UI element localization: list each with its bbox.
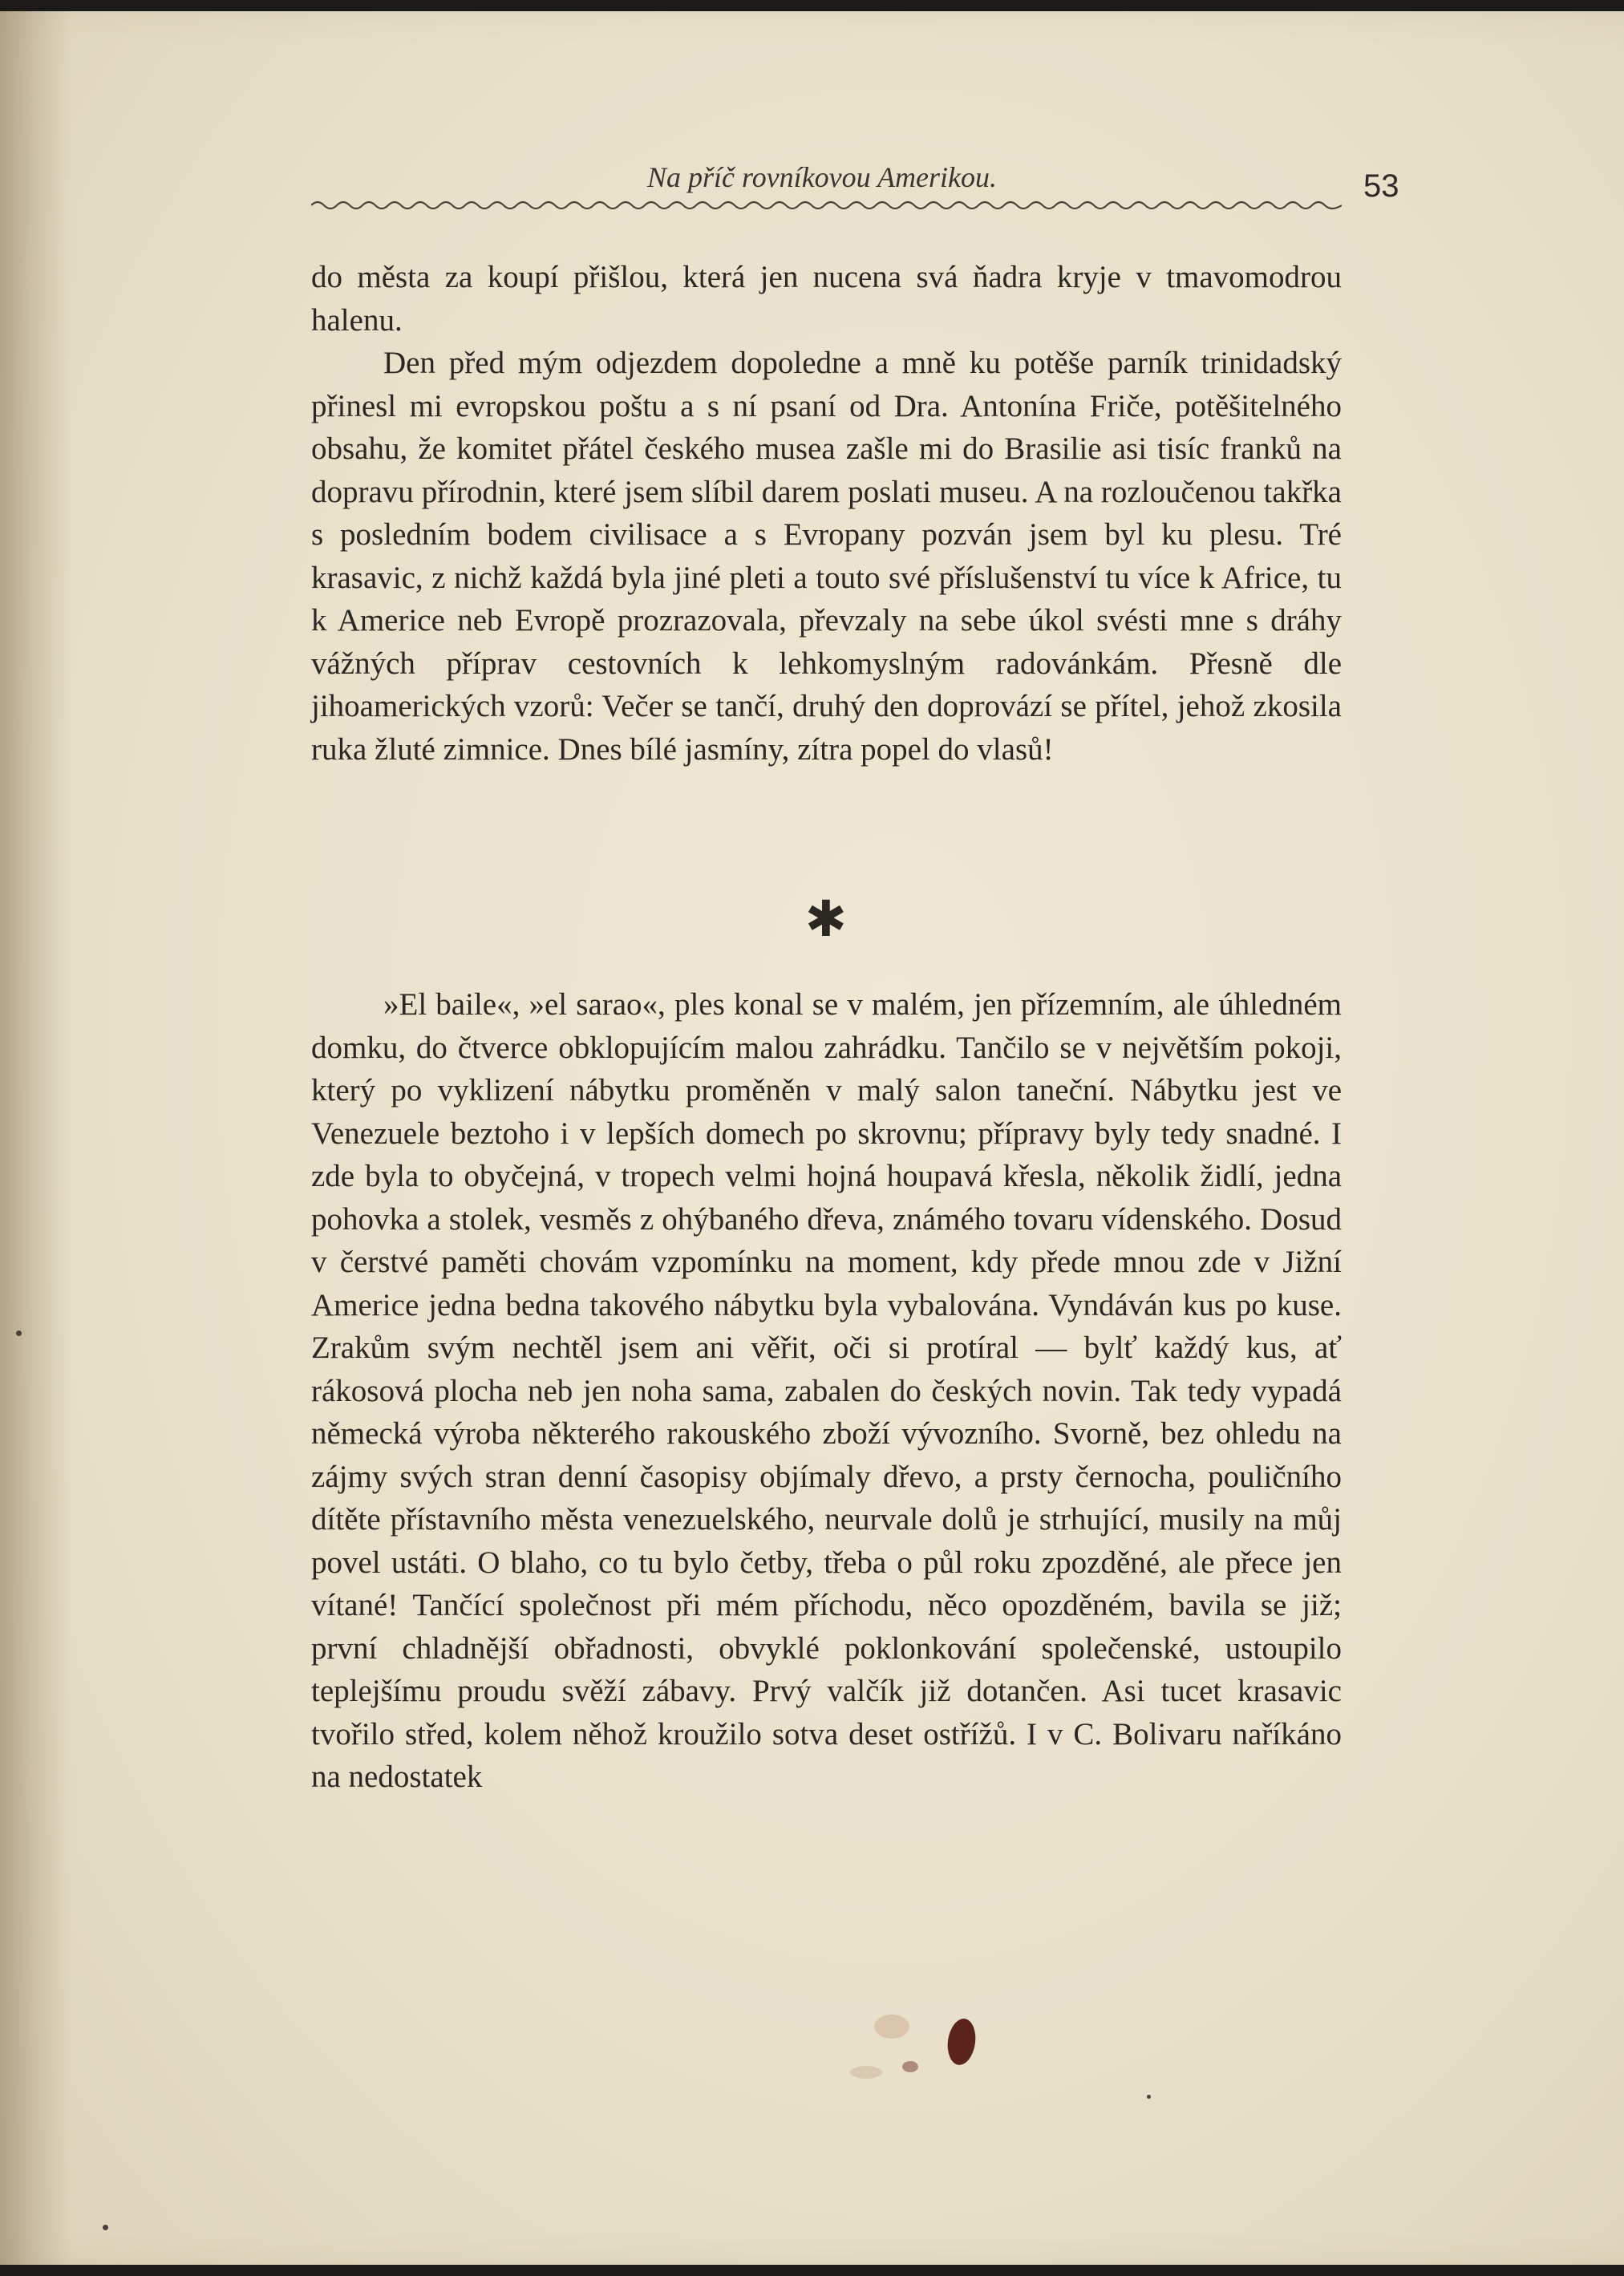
paper-stain xyxy=(874,2015,909,2039)
text-before-break xyxy=(311,256,1342,771)
paragraph-1: do města za koupí přišlou, která jen nucena svá ňadra kryje v tmavomodrou halenu. xyxy=(311,260,1342,338)
wavy-header-rule xyxy=(311,196,1342,215)
book-page xyxy=(0,11,1624,2265)
running-title: Na příč rovníkovou Amerikou. xyxy=(647,161,997,193)
margin-speck xyxy=(16,1330,22,1336)
page-gutter-shadow xyxy=(0,11,72,2265)
text-after-break xyxy=(311,983,1342,1799)
margin-speck xyxy=(103,2225,108,2230)
paragraph-3: »El baile«, »el sarao«, ples konal se v malém, jen přízemním, ale úhledném domku, do čtverce obklopujícím malou zahrádku. Tančilo se v největším pokoji, který po vyklizení nábytku proměněn v malý salon taneční. Nábytku jest ve Venezuele beztoho i v lepších domech po skrovnu; přípravy byly tedy snadné. I zde byla to obyčejná, v tropech velmi hojná houpavá křesla, několik židlí, jedna pohovka a stolek, vesměs z ohýbaného dřeva, známého tovaru vídenského. Dosud v čerstvé paměti chovám vzpomínku na moment, kdy přede mnou zde v Jižní Americe jedna bedna takového nábytku byla vybalována. Vyndáván kus po kuse. Zrakům svým nechtěl jsem ani věřit, oči si protíral — bylť každý kus, ať rákosová plocha neb jen noha sama, zabalen do českých novin. Tak tedy vypadá německá výroba některého rakouského zboží vývozního. Svorně, bez ohledu na zájmy svých stran denní časopisy objímaly dřevo, a prsty černocha, pouličního dítěte přístavního města venezuelského, neurvale dolů je strhující, musily na můj povel ustáti. O blaho, co tu bylo četby, třeba o půl roku zpozděné, ale přece jen vítané! Tančící společnost při mém příchodu, něco opozděném, bavila se již; první chladnější obřadnosti, obvyklé poklonkování společenské, ustoupilo teplejšímu proudu svěží zábavy. Prvý valčík již dotančen. Asi tucet krasavic tvořilo střed, kolem něhož kroužilo sotva deset ostřížů. I v C. Bolivaru naříkáno na nedostatek xyxy=(311,987,1342,1794)
margin-speck xyxy=(1147,2095,1151,2099)
paper-stain xyxy=(902,2061,918,2072)
paper-stain xyxy=(850,2066,882,2079)
ink-stain xyxy=(945,2017,978,2067)
page-number: 53 xyxy=(1363,168,1399,204)
section-break-asterisk: ✱ xyxy=(805,889,847,948)
paragraph-2: Den před mým odjezdem dopoledne a mně ku potěše parník trinidadský přinesl mi evropskou poštu a s ní psaní od Dra. Antonína Friče, potěšitelného obsahu, že komitet přátel českého musea zašle mi do Brasilie asi tisíc franků na dopravu přírodnin, které jsem slíbil darem poslati museu. A na rozloučenou takřka s posledním bodem civilisace a s Evropany pozván jsem byl ku plesu. Tré krasavic, z nichž každá byla jiné pleti a touto své příslušenství tu více k Africe, tu k Americe neb Evropě prozrazovala, převzaly na sebe úkol svésti mne s dráhy vážných příprav cestovních k lehkomyslným radovánkám. Přesně dle jihoamerických vzorů: Večer se tančí, druhý den doprovází se přítel, jehož zkosila ruka žluté zimnice. Dnes bílé jasmíny, zítra popel do vlasů! xyxy=(311,346,1342,767)
